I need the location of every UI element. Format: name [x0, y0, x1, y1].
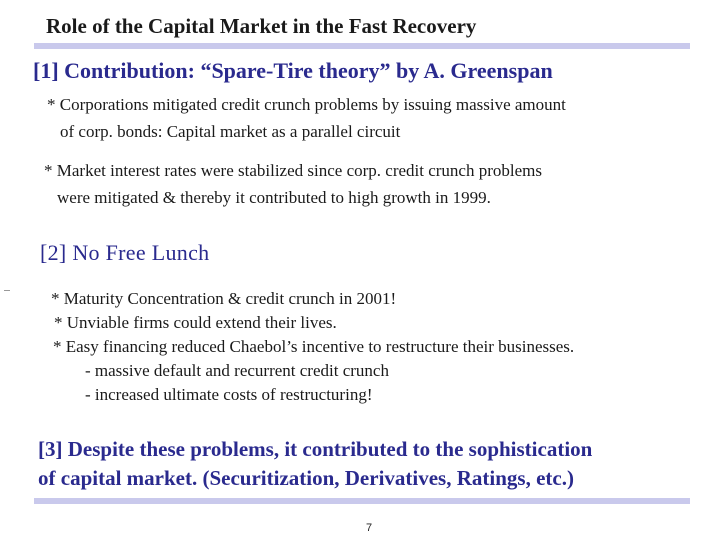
section1-bullet-1-line-1: * Corporations mitigated credit crunch problems by issuing massive amount — [47, 95, 566, 114]
section2-list — [51, 287, 574, 407]
section1-bullet-1-line-2: of corp. bonds: Capital market as a parallel circuit — [60, 122, 401, 141]
title-divider — [34, 43, 690, 49]
section1-bullet-2-line-2: were mitigated & thereby it contributed to high growth in 1999. — [57, 188, 491, 207]
slide-title: Role of the Capital Market in the Fast Recovery — [46, 14, 477, 38]
section3-heading — [38, 435, 592, 493]
page-number: 7 — [366, 522, 373, 534]
section2-heading: [2] No Free Lunch — [40, 240, 210, 265]
section2-item-3: * Easy financing reduced Chaebol’s incentive to restructure their businesses. — [53, 337, 575, 356]
section3-line-1: [3] Despite these problems, it contributed to the sophistication — [38, 437, 593, 461]
bottom-divider — [34, 498, 690, 504]
section2-item-1: * Maturity Concentration & credit crunch in 2001! — [51, 289, 397, 308]
margin-tick — [4, 290, 10, 291]
section1-heading: [1] Contribution: “Spare-Tire theory” by A. Greenspan — [33, 58, 553, 83]
section2-item-2: * Unviable firms could extend their lives. — [54, 313, 337, 332]
section2-subitem-2: - increased ultimate costs of restructuring! — [85, 385, 373, 404]
section1-bullet-1 — [47, 91, 566, 145]
section1-bullet-2-line-1: * Market interest rates were stabilized since corp. credit crunch problems — [44, 161, 542, 180]
section3-line-2: of capital market. (Securitization, Derivatives, Ratings, etc.) — [38, 466, 574, 490]
section1-bullet-2 — [44, 157, 542, 211]
section2-subitem-1: - massive default and recurrent credit crunch — [85, 361, 389, 380]
